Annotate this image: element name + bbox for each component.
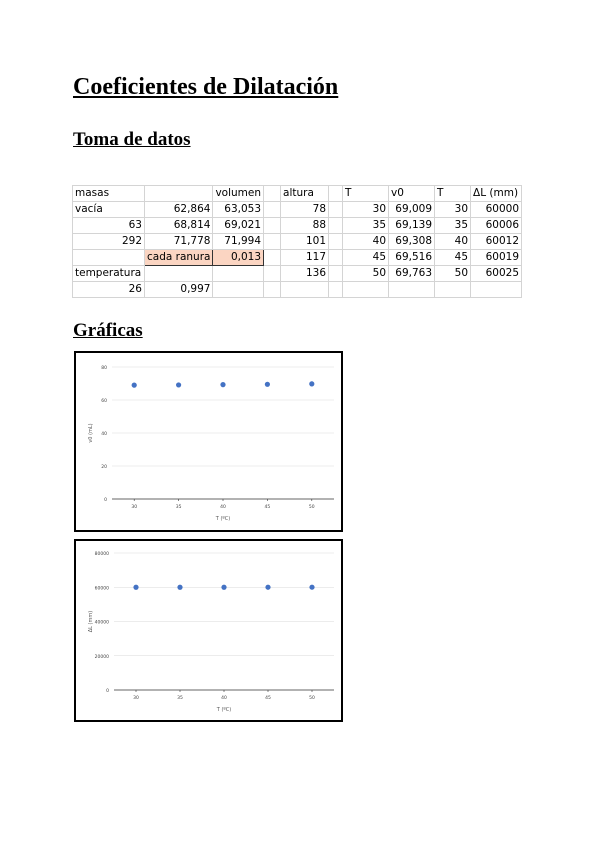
page-title: Coeficientes de Dilatación <box>73 74 339 100</box>
y-tick-label: 0 <box>106 689 109 694</box>
table-cell <box>73 250 145 266</box>
table-cell <box>264 202 281 218</box>
data-point <box>265 585 270 590</box>
table-row <box>73 282 522 298</box>
table-cell: 136 <box>281 266 329 282</box>
table-cell: 71,994 <box>213 234 264 250</box>
chart-v0-vs-t-plot <box>76 353 341 530</box>
table-cell: 30 <box>343 202 389 218</box>
table-row <box>73 186 522 202</box>
data-point <box>177 585 182 590</box>
table-cell <box>435 282 471 298</box>
table-cell <box>281 282 329 298</box>
y-tick-label: 0 <box>104 498 107 503</box>
table-cell <box>389 282 435 298</box>
table-cell <box>264 234 281 250</box>
x-tick-label: 30 <box>133 696 139 701</box>
table-cell <box>329 234 343 250</box>
table-cell: 117 <box>281 250 329 266</box>
table-cell <box>329 202 343 218</box>
table-cell <box>213 282 264 298</box>
table-cell <box>343 282 389 298</box>
data-point <box>309 381 314 386</box>
table-cell: 40 <box>435 234 471 250</box>
data-point <box>133 585 138 590</box>
table-cell: 45 <box>343 250 389 266</box>
table-cell: 35 <box>343 218 389 234</box>
table-row <box>73 202 522 218</box>
x-tick-label: 45 <box>265 696 271 701</box>
table-cell: 88 <box>281 218 329 234</box>
chart-dl-vs-t <box>74 539 343 722</box>
table-cell <box>329 218 343 234</box>
table-cell: volumen <box>213 186 264 202</box>
table-cell <box>145 266 213 282</box>
table-cell: 45 <box>435 250 471 266</box>
table-cell <box>329 266 343 282</box>
y-tick-label: 40 <box>101 432 107 437</box>
table-cell: 26 <box>73 282 145 298</box>
table-cell: 35 <box>435 218 471 234</box>
x-tick-label: 40 <box>220 505 226 510</box>
table-cell <box>145 186 213 202</box>
table-cell <box>329 186 343 202</box>
section-heading-datos: Toma de datos <box>73 129 191 150</box>
section-heading-graficas: Gráficas <box>73 320 143 341</box>
table-cell: 40 <box>343 234 389 250</box>
table-cell <box>264 266 281 282</box>
table-cell: 62,864 <box>145 202 213 218</box>
table-cell: vacía <box>73 202 145 218</box>
table-cell: 50 <box>435 266 471 282</box>
table-cell: cada ranura <box>145 250 213 266</box>
table-cell: temperatura <box>73 266 145 282</box>
table-cell: altura <box>281 186 329 202</box>
table-row <box>73 266 522 282</box>
table-cell: 63 <box>73 218 145 234</box>
x-axis-label: T (ºC) <box>216 707 232 713</box>
table-cell: 60019 <box>471 250 522 266</box>
table-cell: 30 <box>435 202 471 218</box>
y-axis-label: ΔL (mm) <box>88 610 94 633</box>
table-row <box>73 218 522 234</box>
x-tick-label: 45 <box>264 505 271 510</box>
x-tick-label: 40 <box>221 696 227 701</box>
x-tick-label: 50 <box>309 696 315 701</box>
y-tick-label: 80 <box>101 366 107 371</box>
table-row <box>73 234 522 250</box>
table-row <box>73 250 522 266</box>
table-cell: 60025 <box>471 266 522 282</box>
chart-dl-vs-t-plot <box>76 541 341 720</box>
data-point <box>176 382 181 387</box>
table-cell: 69,516 <box>389 250 435 266</box>
table-cell <box>264 282 281 298</box>
table-cell: 50 <box>343 266 389 282</box>
table-cell: 0,997 <box>145 282 213 298</box>
table-cell: 63,053 <box>213 202 264 218</box>
x-axis-label: T (ºC) <box>215 516 231 522</box>
table-cell: 69,763 <box>389 266 435 282</box>
table-cell <box>329 250 343 266</box>
table-cell <box>213 266 264 282</box>
table-cell: masas <box>73 186 145 202</box>
chart-v0-vs-t <box>74 351 343 532</box>
table-cell <box>264 250 281 266</box>
table-cell: 60012 <box>471 234 522 250</box>
y-tick-label: 40000 <box>94 620 109 626</box>
table-cell: 69,021 <box>213 218 264 234</box>
data-point <box>309 585 314 590</box>
table-cell: T <box>435 186 471 202</box>
table-cell: 69,308 <box>389 234 435 250</box>
x-tick-label: 35 <box>177 696 183 701</box>
table-cell: v0 <box>389 186 435 202</box>
data-table <box>72 185 522 298</box>
table-cell: 0,013 <box>213 250 264 266</box>
y-tick-label: 20000 <box>94 654 109 660</box>
table-cell <box>264 218 281 234</box>
y-tick-label: 60 <box>101 399 107 404</box>
table-cell: 101 <box>281 234 329 250</box>
table-cell: 60006 <box>471 218 522 234</box>
data-point <box>221 585 226 590</box>
table-cell: 292 <box>73 234 145 250</box>
x-tick-label: 30 <box>131 505 138 510</box>
table-cell: 60000 <box>471 202 522 218</box>
table-cell: 71,778 <box>145 234 213 250</box>
table-cell: T <box>343 186 389 202</box>
table-cell: 78 <box>281 202 329 218</box>
y-tick-label: 20 <box>101 465 107 470</box>
data-point <box>132 383 137 388</box>
table-cell: 68,814 <box>145 218 213 234</box>
y-tick-label: 80000 <box>94 552 109 557</box>
table-cell <box>471 282 522 298</box>
x-tick-label: 50 <box>308 505 315 510</box>
table-cell: ΔL (mm) <box>471 186 522 202</box>
table-cell <box>264 186 281 202</box>
table-cell: 69,139 <box>389 218 435 234</box>
data-point <box>265 382 270 387</box>
x-tick-label: 35 <box>175 505 182 510</box>
y-tick-label: 60000 <box>94 586 109 592</box>
table-cell: 69,009 <box>389 202 435 218</box>
y-axis-label: v0 (mL) <box>88 423 94 443</box>
table-cell <box>329 282 343 298</box>
data-point <box>220 382 225 387</box>
